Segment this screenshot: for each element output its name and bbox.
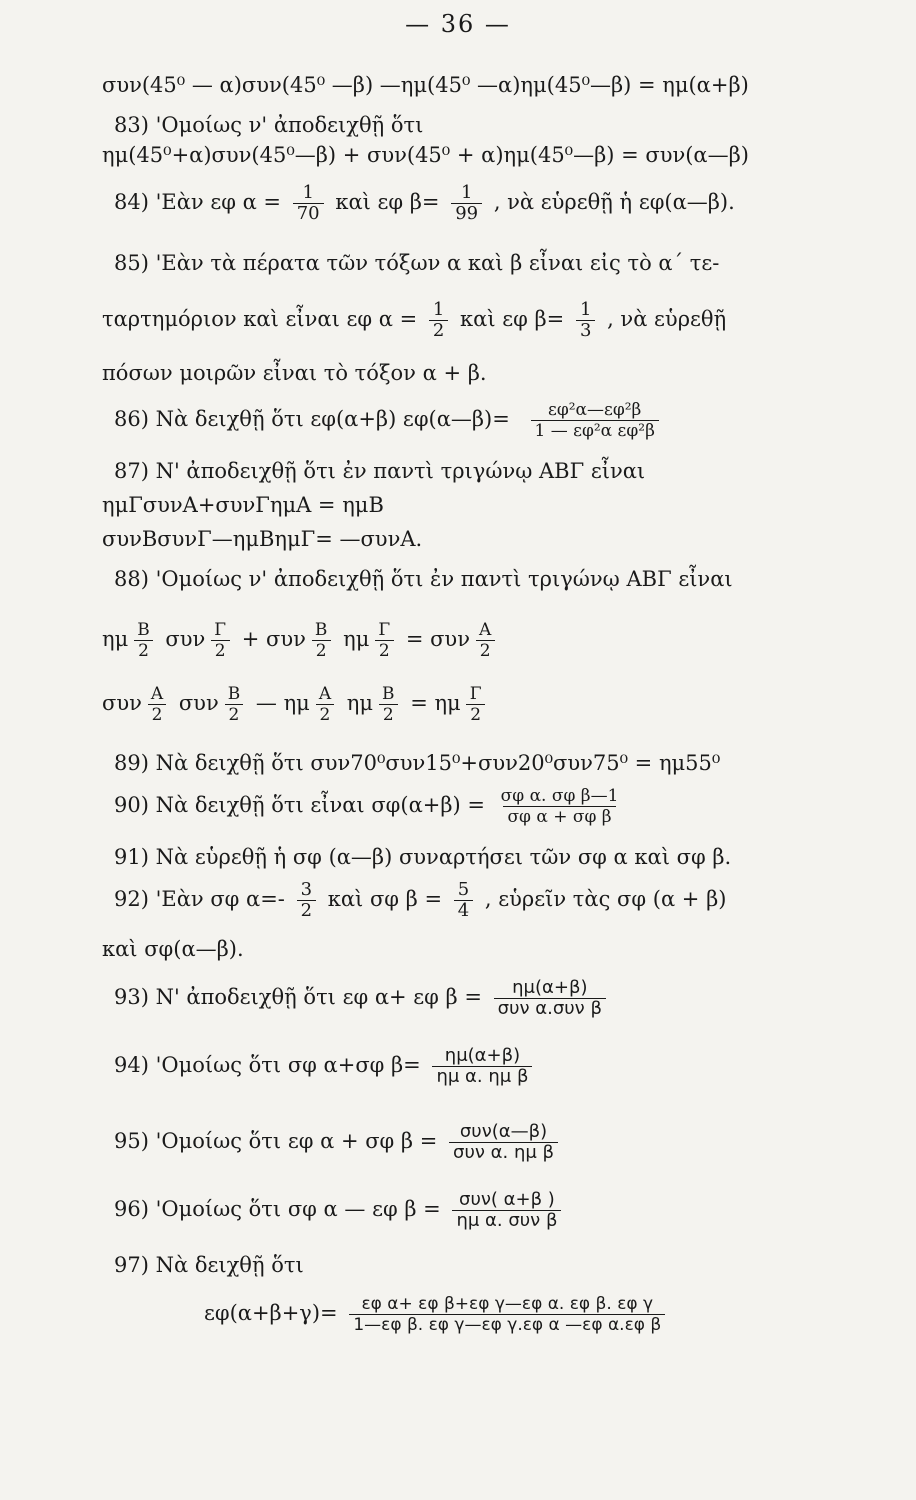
exercise-84-pre: 84) 'Εὰν εφ α = bbox=[114, 190, 282, 214]
fraction: $\frac{\text{συν(α—β)}}{\text{συν α. ημ β}}$ bbox=[449, 1122, 558, 1163]
exercise-92-cont: καὶ σφ(α—β). bbox=[102, 937, 244, 961]
exercise-86-pre: 86) Νὰ δειχθῇ ὅτι εφ(α+β) εφ(α—β)= bbox=[114, 407, 510, 431]
exercise-96-pre: 96) 'Ομοίως ὅτι σφ α — εφ β = bbox=[114, 1197, 441, 1221]
fraction: $\frac{B}{2}$ bbox=[224, 684, 245, 725]
fraction: $\frac{1}{70}$ bbox=[293, 183, 324, 224]
exercise-95-pre: 95) 'Ομοίως ὅτι εφ α + σφ β = bbox=[114, 1129, 438, 1153]
exercise-93-pre: 93) Ν' ἀποδειχθῇ ὅτι εφ α+ εφ β = bbox=[114, 985, 482, 1009]
exercise-92-mid: καὶ σφ β = bbox=[327, 887, 443, 911]
exercise-83-text: 83) 'Ομοίως ν' ἀποδειχθῇ ὅτι bbox=[114, 113, 424, 137]
exercise-85-post: , νὰ εὑρεθῇ bbox=[607, 307, 727, 331]
exercise-90-pre: 90) Νὰ δειχθῇ ὅτι εἶναι σφ(α+β) = bbox=[114, 793, 485, 817]
exercise-85-pre: ταρτημόριον καὶ εἶναι εφ α = bbox=[102, 307, 418, 331]
exercise-84-mid: καὶ εφ β= bbox=[335, 190, 440, 214]
fraction: $\frac{\text{εφ α+ εφ β+εφ γ—εφ α. εφ β. εφ γ}}{\text{1—εφ β. εφ γ—εφ γ.εφ α —εφ α.εφ β}}$ bbox=[349, 1294, 665, 1335]
fraction: $\frac{1}{3}$ bbox=[576, 300, 595, 341]
equation-line-top: συν(45⁰ — α)συν(45⁰ —β) —ημ(45⁰ —α)ημ(45⁰—β) = ημ(α+β) bbox=[102, 73, 749, 97]
exercise-90 bbox=[114, 786, 866, 827]
fraction: $\frac{\text{συν( α+β )}}{\text{ημ α. συν β}}$ bbox=[452, 1190, 561, 1231]
fraction: $\frac{B}{2}$ bbox=[133, 620, 154, 661]
exercise-85-mid: καὶ εφ β= bbox=[460, 307, 565, 331]
fraction: $\frac{3}{2}$ bbox=[297, 880, 316, 921]
exercise-84 bbox=[114, 183, 866, 224]
fraction: $\frac{\Gamma}{2}$ bbox=[210, 620, 230, 661]
fraction: $\frac{\text{σφ α. σφ β—1}}{\text{σφ α + σφ β}}$ bbox=[500, 786, 619, 827]
exercise-87-eq2: συνΒσυνΓ—ημΒημΓ= —συνΑ. bbox=[102, 527, 423, 551]
exercise-87-text: 87) Ν' ἀποδειχθῇ ὅτι ἐν παντὶ τριγώνῳ ΑΒΓ εἶναι bbox=[114, 459, 646, 483]
exercise-94-pre: 94) 'Ομοίως ὅτι σφ α+σφ β= bbox=[114, 1053, 421, 1077]
fraction: $\frac{A}{2}$ bbox=[315, 684, 335, 725]
fraction: $\frac{\Gamma}{2}$ bbox=[374, 620, 394, 661]
exercise-87-eq1: ημΓσυνΑ+συνΓημΑ = ημΒ bbox=[102, 493, 384, 517]
fraction: $\frac{\text{εφ²α—εφ²β}}{\text{1 — εφ²α εφ²β}}$ bbox=[531, 400, 659, 441]
exercise-96 bbox=[114, 1190, 866, 1231]
page-number: — 36 — bbox=[405, 10, 511, 38]
exercise-85-line2 bbox=[102, 300, 854, 341]
fraction: $\frac{A}{2}$ bbox=[475, 620, 495, 661]
exercise-97-equation bbox=[204, 1294, 916, 1335]
fraction: $\frac{\Gamma}{2}$ bbox=[466, 684, 486, 725]
fraction: $\frac{5}{4}$ bbox=[454, 880, 473, 921]
fraction: $\frac{1}{99}$ bbox=[451, 183, 482, 224]
fraction: $\frac{\eta\mu(\alpha+\beta)}{\text{ημ α. ημ β}}$ bbox=[432, 1046, 532, 1087]
exercise-97-pre: εφ(α+β+γ)= bbox=[204, 1301, 338, 1325]
exercise-88-text: 88) 'Ομοίως ν' ἀποδειχθῇ ὅτι ἐν παντὶ τριγώνῳ ΑΒΓ εἶναι bbox=[114, 567, 733, 591]
exercise-92-pre: 92) 'Εὰν σφ α=- bbox=[114, 887, 285, 911]
fraction: $\frac{\eta\mu(\alpha+\beta)}{\text{συν α.συν β}}$ bbox=[494, 978, 606, 1019]
exercise-94 bbox=[114, 1046, 866, 1087]
exercise-85-line1: 85) 'Εὰν τὰ πέρατα τῶν τόξων α καὶ β εἶναι εἰς τὸ α΄ τε- bbox=[114, 251, 720, 275]
exercise-86 bbox=[114, 400, 866, 441]
exercise-91: 91) Νὰ εὑρεθῇ ἡ σφ (α—β) συναρτήσει τῶν σφ α καὶ σφ β. bbox=[114, 845, 732, 869]
exercise-93 bbox=[114, 978, 866, 1019]
fraction: $\frac{B}{2}$ bbox=[378, 684, 399, 725]
exercise-83-equation: ημ(45⁰+α)συν(45⁰—β) + συν(45⁰ + α)ημ(45⁰—β) = συν(α—β) bbox=[102, 143, 749, 167]
exercise-97-text: 97) Νὰ δειχθῇ ὅτι bbox=[114, 1253, 304, 1277]
exercise-88-eq2: συν $\frac{A}{2}$ συν $\frac{B}{2}$ — ημ $\frac{A}{2}$ ημ $\frac{B}{2}$ = ημ $\frac{\Gamma}{2}$ bbox=[102, 684, 854, 725]
exercise-92 bbox=[114, 880, 866, 921]
exercise-95 bbox=[114, 1122, 866, 1163]
fraction: $\frac{A}{2}$ bbox=[147, 684, 167, 725]
fraction: $\frac{B}{2}$ bbox=[311, 620, 332, 661]
exercise-84-post: , νὰ εὑρεθῇ ἡ εφ(α—β). bbox=[493, 190, 735, 214]
exercise-89: 89) Νὰ δειχθῇ ὅτι συν70⁰συν15⁰+συν20⁰συν75⁰ = ημ55⁰ bbox=[114, 751, 721, 775]
exercise-85-line3: πόσων μοιρῶν εἶναι τὸ τόξον α + β. bbox=[102, 361, 487, 385]
fraction: $\frac{1}{2}$ bbox=[429, 300, 448, 341]
exercise-92-post: , εὑρεῖν τὰς σφ (α + β) bbox=[484, 887, 727, 911]
exercise-88-eq1: ημ $\frac{B}{2}$ συν $\frac{\Gamma}{2}$ + συν $\frac{B}{2}$ ημ $\frac{\Gamma}{2}$ = συν $\frac{A}{2}$ bbox=[102, 620, 854, 661]
